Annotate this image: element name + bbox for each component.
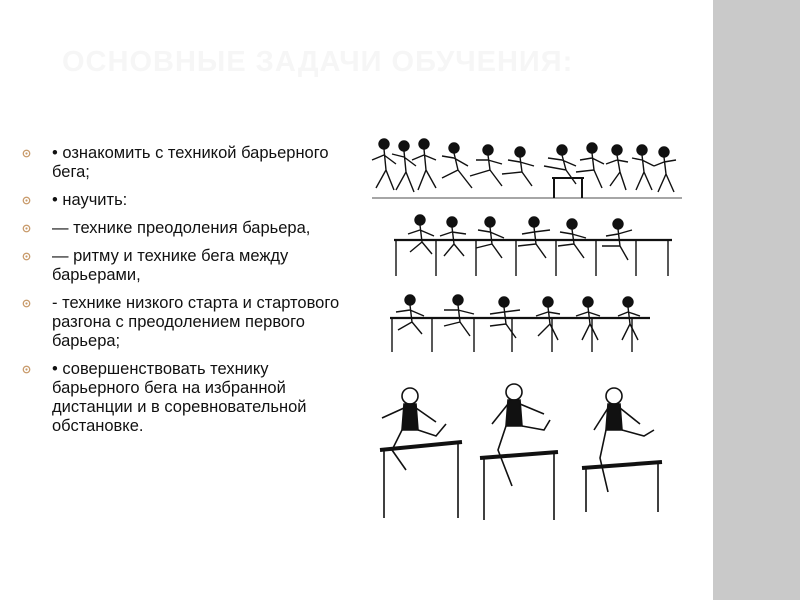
bullet-text: • научить: bbox=[52, 191, 128, 209]
ring-bullet-icon bbox=[22, 252, 31, 261]
hurdle-sequence-row-2 bbox=[394, 215, 672, 276]
list-item bbox=[22, 294, 347, 351]
ring-bullet-icon bbox=[22, 299, 31, 308]
list-item bbox=[22, 360, 347, 436]
bullet-text: • совершенствовать технику барьерного бега на избранной дистанции и в соревновательной обстановке. bbox=[52, 360, 307, 435]
hurdling-technique-illustration bbox=[362, 130, 692, 530]
bullet-text: - технике низкого старта и стартового разгона с преодолением первого барьера; bbox=[52, 294, 340, 350]
slide-title: ОСНОВНЫЕ ЗАДАЧИ ОБУЧЕНИЯ: bbox=[62, 46, 574, 78]
list-item bbox=[22, 144, 347, 182]
list-item bbox=[22, 247, 347, 285]
hurdle-sequence-row-1 bbox=[372, 139, 682, 198]
hurdle-detail-figures bbox=[380, 384, 662, 520]
task-list bbox=[22, 144, 347, 445]
list-item bbox=[22, 219, 347, 238]
ring-bullet-icon bbox=[22, 196, 31, 205]
ring-bullet-icon bbox=[22, 365, 31, 374]
bullet-text: — ритму и технике бега между барьерами, bbox=[52, 247, 289, 284]
bullet-text: — технике преодоления барьера, bbox=[52, 219, 311, 237]
list-item bbox=[22, 191, 347, 210]
hurdle-sequence-row-3 bbox=[390, 295, 650, 352]
bullet-text: • ознакомить с техникой барьерного бега; bbox=[52, 144, 329, 181]
ring-bullet-icon bbox=[22, 149, 31, 158]
ring-bullet-icon bbox=[22, 224, 31, 233]
side-decor-band bbox=[713, 0, 800, 600]
